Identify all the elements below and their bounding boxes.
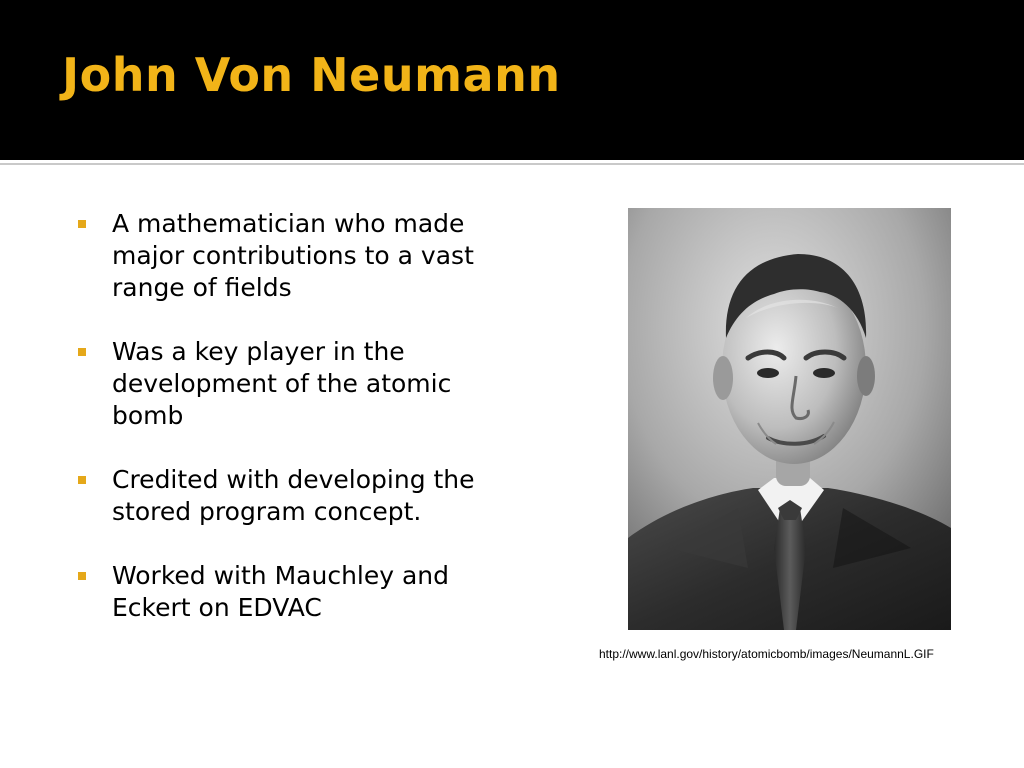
bullet-item	[78, 208, 518, 304]
slide-title: John Von Neumann	[62, 48, 561, 102]
title-bar	[0, 0, 1024, 160]
bullet-text: Credited with developing the stored program concept.	[112, 465, 475, 526]
bullet-text: A mathematician who made major contributions to a vast range of fields	[112, 209, 474, 302]
bullet-list	[78, 208, 518, 656]
portrait-photo	[628, 208, 951, 630]
bullet-marker-icon	[78, 220, 86, 228]
image-source-caption: http://www.lanl.gov/history/atomicbomb/images/NeumannL.GIF	[599, 647, 934, 661]
title-divider	[0, 160, 1024, 168]
bullet-item	[78, 336, 518, 432]
bullet-text: Worked with Mauchley and Eckert on EDVAC	[112, 561, 450, 622]
bullet-marker-icon	[78, 572, 86, 580]
bullet-item	[78, 560, 518, 624]
bullet-marker-icon	[78, 348, 86, 356]
bullet-item	[78, 464, 518, 528]
bullet-text: Was a key player in the development of the atomic bomb	[112, 337, 452, 430]
bullet-marker-icon	[78, 476, 86, 484]
